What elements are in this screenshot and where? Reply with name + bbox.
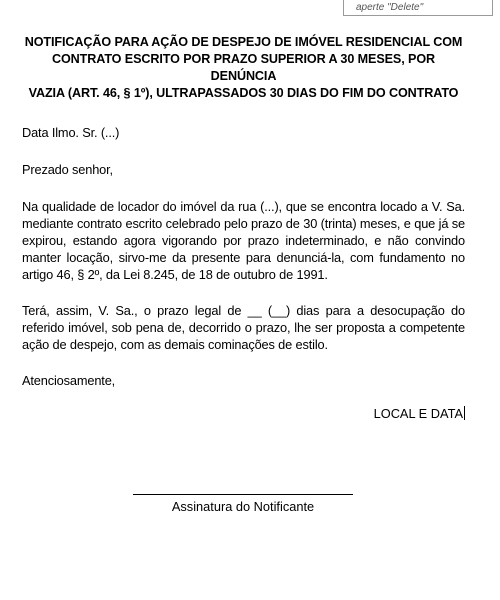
local-and-date[interactable] [22,405,465,422]
body-paragraph-1: Na qualidade de locador do imóvel da rua (...), que se encontra locado a V. Sa. mediante contrato escrito celebrado pelo prazo de 30 (trinta) meses, e que já se expirou, estando agora vigorando por prazo indeterminado, e não convindo manter locação, sirvo-me da presente para denunciá-la, com fundamento no artigo 46, § 2º, da Lei 8.245, de 18 de outubro de 1991. [22,199,465,282]
document-title [22,34,465,102]
delete-hint-label: aperte "Delete" [343,0,493,16]
title-line-1: NOTIFICAÇÃO PARA AÇÃO DE DESPEJO DE IMÓVEL RESIDENCIAL COM [24,35,463,49]
signature-label: Assinatura do Notificante [171,499,315,514]
document-body[interactable] [22,34,465,422]
body-paragraph-2: Terá, assim, V. Sa., o prazo legal de __ (__) dias para a desocupação do referido imóvel, sob pena de, decorrido o prazo, lhe ser proposta a competente ação de despejo, com as demais cominações de estilo. [22,303,465,352]
date-addressee-line: Data Ilmo. Sr. (...) [22,125,120,140]
text-cursor [464,406,465,420]
signature-block [133,494,353,515]
title-line-3: VAZIA (ART. 46, § 1º), ULTRAPASSADOS 30 DIAS DO FIM DO CONTRATO [28,86,459,100]
title-line-2: CONTRATO ESCRITO POR PRAZO SUPERIOR A 30 MESES, POR DENÚNCIA [51,52,436,83]
greeting: Prezado senhor, [22,162,113,177]
closing: Atenciosamente, [22,373,116,388]
signature-line [133,494,353,495]
local-and-date-text: LOCAL E DATA [373,406,463,421]
